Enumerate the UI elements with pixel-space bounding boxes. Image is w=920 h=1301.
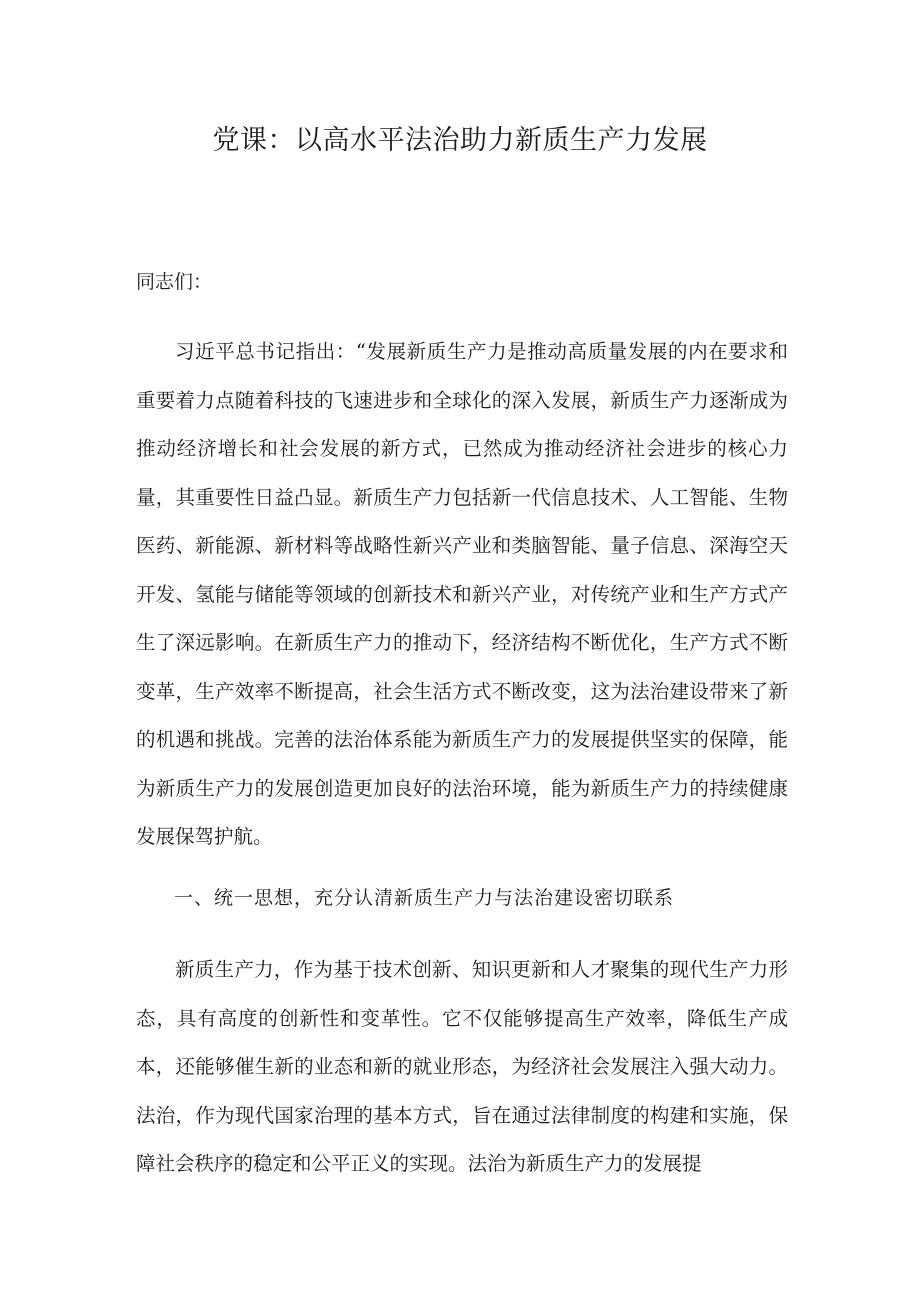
document-title: 党课：以高水平法治助力新质生产力发展	[212, 125, 708, 156]
salutation: 同志们：	[136, 271, 213, 293]
body-paragraph-1: 习近平总书记指出：“发展新质生产力是推动高质量发展的内在要求和重要着力点随着科技的飞速进步和全球化的深入发展，新质生产力逐渐成为推动经济增长和社会发展的新方式，已然成为推动经济社会进步的核心力量，其重要性日益凸显。新质生产力包括新一代信息技术、人工智能、生物医药、新能源、新材料等战略性新兴产业和类脑智能、量子信息、深海空天开发、氢能与储能等领域的创新技术和新兴产业，对传统产业和生产方式产生了深远影响。在新质生产力的推动下，经济结构不断优化，生产方式不断变革，生产效率不断提高，社会生活方式不断改变，这为法治建设带来了新的机遇和挑战。完善的法治体系能为新质生产力的发展提供坚实的保障，能为新质生产力的发展创造更加良好的法治环境，能为新质生产力的持续健康发展保驾护航。	[136, 340, 788, 848]
body-paragraph-2: 新质生产力，作为基于技术创新、知识更新和人才聚集的现代生产力形态，具有高度的创新性和变革性。它不仅能够提高生产效率，降低生产成本，还能够催生新的业态和新的就业形态，为经济社会发展注入强大动力。法治，作为现代国家治理的基本方式，旨在通过法律制度的构建和实施，保障社会秩序的稳定和公平正义的实现。法治为新质生产力的发展提	[136, 958, 788, 1175]
section-heading-1: 一、统一思想，充分认清新质生产力与法治建设密切联系	[174, 887, 675, 909]
